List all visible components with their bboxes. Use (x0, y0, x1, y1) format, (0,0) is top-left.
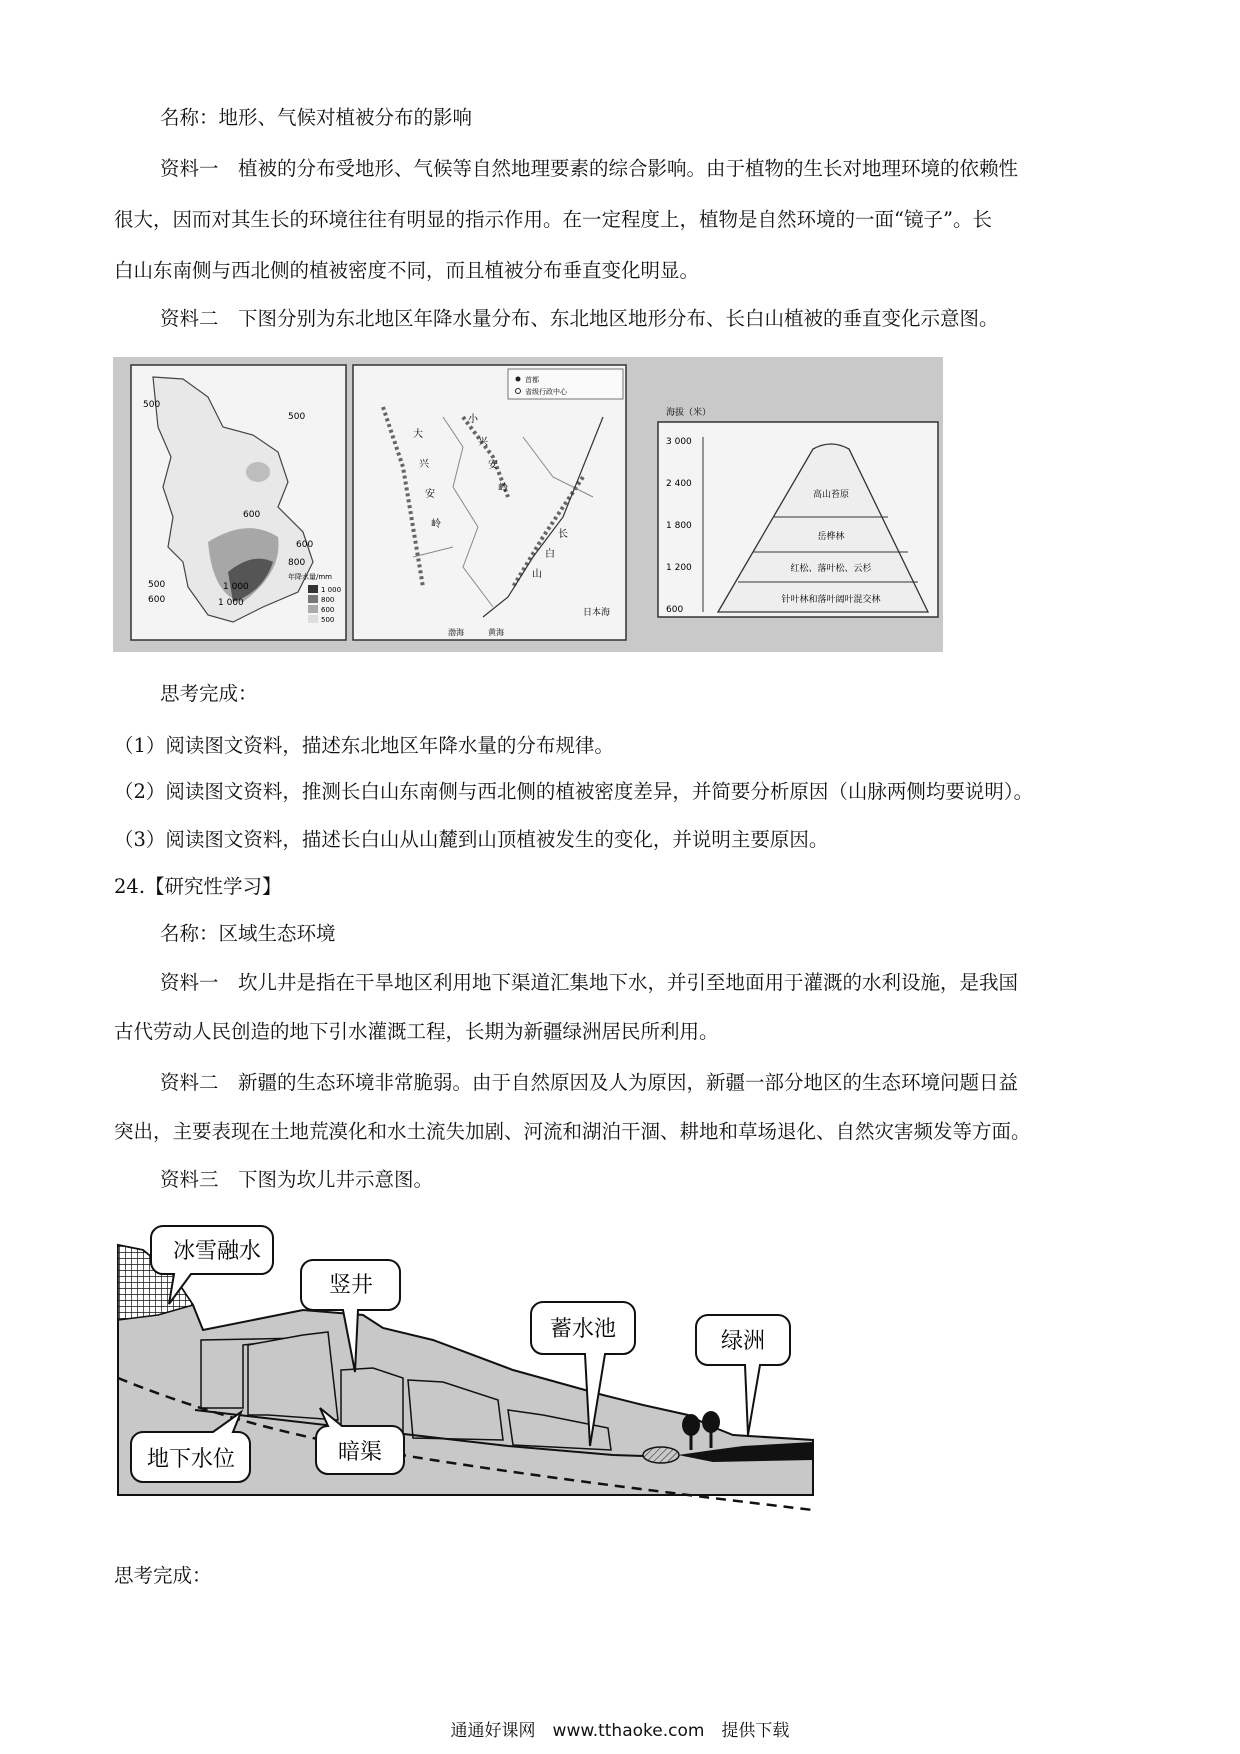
zone-conifer: 红松、落叶松、云杉 (790, 564, 872, 574)
legend-value: 600 (321, 606, 335, 614)
label-shaft: 竖井 (328, 1273, 374, 1298)
figure-northeast-maps (113, 357, 943, 652)
question-2: （2）阅读图文资料，推测长白山东南侧与西北侧的植被密度差异，并简要分析原因（山脉两侧均要说明）。 (114, 780, 1034, 803)
label-japan-sea: 日本海 (583, 608, 611, 618)
legend-swatch (308, 605, 318, 613)
isoline-label: 500 (288, 412, 306, 422)
isoline-label: 1 000 (218, 598, 244, 608)
altitude-tick: 1 800 (666, 521, 692, 531)
label-char: 安 (425, 489, 435, 500)
section24-name: 名称：区域生态环境 (160, 922, 336, 945)
section24-material1-line1: 资料一 坎儿井是指在干旱地区利用地下渠道汇集地下水，并引至地面用于灌溉的水利设施，是我国 (160, 971, 1019, 994)
label-char: 山 (532, 569, 542, 580)
page-footer: 通通好课网 www.tthaoke.com 提供下载 (450, 1721, 790, 1741)
label-char: 兴 (478, 437, 488, 448)
label-water-table: 地下水位 (146, 1447, 236, 1472)
terrain-map-frame (353, 365, 626, 640)
altitude-tick: 1 200 (666, 563, 692, 573)
legend-provincial: 省级行政中心 (525, 388, 567, 396)
section24-material2-line1: 资料二 新疆的生态环境非常脆弱。由于自然原因及人为原因，新疆一部分地区的生态环境问题日益 (160, 1071, 1019, 1094)
legend-value: 800 (321, 596, 335, 604)
material1-line1: 资料一 植被的分布受地形、气候等自然地理要素的综合影响。由于植物的生长对地理环境的依赖性 (160, 157, 1019, 180)
tree (702, 1411, 720, 1433)
precip-legend-title: 年降水量/mm (288, 573, 332, 581)
reservoir (643, 1447, 679, 1463)
label-oasis: 绿洲 (720, 1329, 766, 1354)
label-char: 兴 (419, 459, 429, 470)
legend-swatch (308, 615, 318, 623)
label-char: 大 (413, 429, 423, 440)
precip-area-1 (246, 462, 270, 482)
label-char: 白 (545, 549, 555, 560)
section23-name: 名称：地形、气候对植被分布的影响 (160, 106, 473, 129)
zone-alpine-tundra: 高山苔原 (812, 490, 850, 500)
isoline-label: 600 (243, 510, 261, 520)
legend-value: 1 000 (321, 586, 342, 594)
altitude-tick: 3 000 (666, 437, 692, 447)
label-char: 安 (488, 460, 498, 471)
altitude-tick: 600 (666, 605, 684, 615)
label-bohai: 渤海 (448, 628, 464, 637)
material1-line3: 白山东南侧与西北侧的植被密度不同，而且植被分布垂直变化明显。 (114, 259, 700, 282)
zone-birch: 岳桦林 (817, 532, 845, 542)
legend-value: 500 (321, 616, 335, 624)
isoline-label: 1 000 (223, 582, 249, 592)
section24-material2-line2: 突出，主要表现在土地荒漠化和水土流失加剧、河流和湖泊干涸、耕地和草场退化、自然灾害频发等方面。 (114, 1120, 1031, 1143)
label-char: 岭 (431, 519, 441, 530)
altitude-tick: 2 400 (666, 479, 692, 489)
capital-symbol (516, 377, 521, 382)
karez-svg (113, 1210, 823, 1530)
question-1: （1）阅读图文资料，描述东北地区年降水量的分布规律。 (114, 734, 614, 757)
altitude-axis-title: 海拔（米） (666, 408, 712, 418)
label-reservoir: 蓄水池 (549, 1317, 617, 1342)
section24-material1-line2: 古代劳动人民创造的地下引水灌溉工程，长期为新疆绿洲居民所利用。 (114, 1020, 719, 1043)
label-snowmelt: 冰雪融水 (172, 1239, 262, 1264)
isoline-label: 800 (288, 558, 306, 568)
tree (682, 1414, 700, 1436)
isoline-label: 500 (148, 580, 166, 590)
figure-karez (113, 1210, 823, 1530)
isoline-label: 600 (296, 540, 314, 550)
shaft-block (341, 1368, 403, 1432)
think-heading-23: 思考完成： (160, 682, 258, 705)
material2-line: 资料二 下图分别为东北地区年降水量分布、东北地区地形分布、长白山植被的垂直变化示意图。 (160, 307, 999, 330)
label-char: 岭 (498, 483, 508, 494)
label-channel: 暗渠 (337, 1440, 383, 1465)
label-char: 小 (468, 414, 478, 425)
think-heading-24: 思考完成： (114, 1564, 212, 1587)
section24-number: 24.【研究性学习】 (114, 875, 282, 898)
shaft-block (248, 1332, 338, 1420)
question-3: （3）阅读图文资料，描述长白山从山麓到山顶植被发生的变化，并说明主要原因。 (114, 828, 829, 851)
zone-mixed-forest: 针叶林和落叶阔叶混交林 (781, 595, 881, 605)
legend-swatch (308, 585, 318, 593)
isoline-label: 500 (143, 400, 161, 410)
material1-line2: 很大，因而对其生长的环境往往有明显的指示作用。在一定程度上，植物是自然环境的一面“镜子”。长 (114, 208, 992, 231)
label-yellow-sea: 黄海 (488, 628, 504, 637)
figure-northeast-svg (113, 357, 943, 652)
legend-capital: 首都 (525, 376, 539, 384)
section24-material3: 资料三 下图为坎儿井示意图。 (160, 1168, 434, 1191)
isoline-label: 600 (148, 595, 166, 605)
legend-swatch (308, 595, 318, 603)
label-char: 长 (558, 529, 568, 540)
